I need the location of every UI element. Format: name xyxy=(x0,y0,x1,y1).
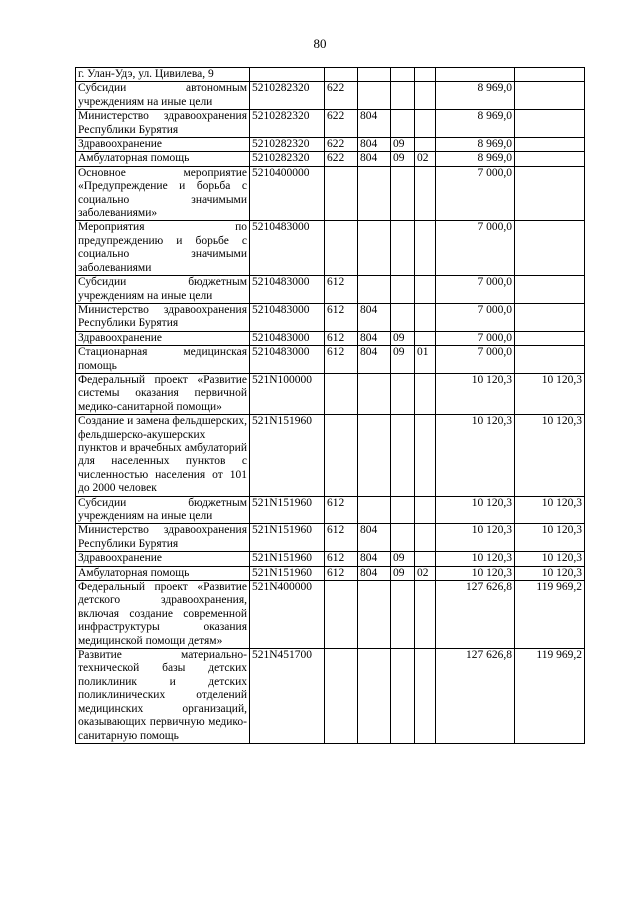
amount-year2-cell xyxy=(515,303,585,331)
row-name-cell: Амбулаторная помощь xyxy=(76,566,250,580)
target-code-cell: 5210483000 xyxy=(250,346,325,374)
section-code-cell: 09 xyxy=(391,552,415,566)
target-code-cell: 521N151960 xyxy=(250,552,325,566)
row-name-cell: Здравоохранение xyxy=(76,552,250,566)
amount-year2-cell xyxy=(515,276,585,304)
table-row xyxy=(76,373,585,414)
expense-type-cell: 612 xyxy=(325,552,358,566)
row-name-cell: Субсидии бюджетным учреждениям на иные цели xyxy=(76,496,250,524)
amount-year1-cell: 10 120,3 xyxy=(436,552,515,566)
department-code-cell: 804 xyxy=(358,303,391,331)
amount-year1-cell: 7 000,0 xyxy=(436,276,515,304)
section-code-cell xyxy=(391,524,415,552)
department-code-cell: 804 xyxy=(358,566,391,580)
department-code-cell xyxy=(358,373,391,414)
target-code-cell: 5210282320 xyxy=(250,138,325,152)
subsection-code-cell xyxy=(415,303,436,331)
amount-year1-cell: 7 000,0 xyxy=(436,346,515,374)
expense-type-cell: 612 xyxy=(325,566,358,580)
amount-year2-cell xyxy=(515,68,585,82)
table-row xyxy=(76,524,585,552)
row-name-cell: Субсидии бюджетным учреждениям на иные цели xyxy=(76,276,250,304)
amount-year2-cell: 119 969,2 xyxy=(515,649,585,744)
target-code-cell: 521N451700 xyxy=(250,649,325,744)
row-name-cell: Основное мероприятие «Предупреждение и борьба с социально значимыми заболеваниями» xyxy=(76,166,250,221)
amount-year2-cell: 10 120,3 xyxy=(515,373,585,414)
table-row xyxy=(76,331,585,345)
section-code-cell: 09 xyxy=(391,331,415,345)
table-row xyxy=(76,496,585,524)
table-row xyxy=(76,138,585,152)
amount-year2-cell xyxy=(515,152,585,166)
department-code-cell: 804 xyxy=(358,110,391,138)
section-code-cell xyxy=(391,303,415,331)
department-code-cell xyxy=(358,68,391,82)
expense-type-cell: 622 xyxy=(325,110,358,138)
amount-year1-cell xyxy=(436,68,515,82)
target-code-cell: 5210282320 xyxy=(250,82,325,110)
table-row xyxy=(76,566,585,580)
amount-year1-cell: 10 120,3 xyxy=(436,566,515,580)
amount-year1-cell: 7 000,0 xyxy=(436,221,515,276)
expense-type-cell xyxy=(325,415,358,496)
section-code-cell: 09 xyxy=(391,152,415,166)
amount-year2-cell xyxy=(515,82,585,110)
amount-year2-cell xyxy=(515,110,585,138)
department-code-cell xyxy=(358,166,391,221)
department-code-cell xyxy=(358,496,391,524)
subsection-code-cell xyxy=(415,496,436,524)
row-name-cell: Министерство здравоохранения Республики Бурятия xyxy=(76,110,250,138)
section-code-cell xyxy=(391,221,415,276)
section-code-cell xyxy=(391,68,415,82)
table-row xyxy=(76,110,585,138)
amount-year2-cell: 10 120,3 xyxy=(515,552,585,566)
subsection-code-cell xyxy=(415,415,436,496)
row-name-cell: Мероприятия по предупреждению и борьбе с социально значимыми заболеваниями xyxy=(76,221,250,276)
amount-year1-cell: 10 120,3 xyxy=(436,524,515,552)
department-code-cell xyxy=(358,82,391,110)
department-code-cell xyxy=(358,581,391,649)
amount-year2-cell: 10 120,3 xyxy=(515,415,585,496)
table-row xyxy=(76,221,585,276)
department-code-cell: 804 xyxy=(358,524,391,552)
expense-type-cell: 612 xyxy=(325,276,358,304)
target-code-cell: 521N400000 xyxy=(250,581,325,649)
subsection-code-cell: 01 xyxy=(415,346,436,374)
department-code-cell: 804 xyxy=(358,346,391,374)
table-row xyxy=(76,82,585,110)
row-name-cell: Развитие материально-технической базы детских поликлиник и детских поликлинических отделений медицинских организаций, оказывающих первичную медико-санитарную помощь xyxy=(76,649,250,744)
table-row xyxy=(76,276,585,304)
amount-year1-cell: 10 120,3 xyxy=(436,415,515,496)
expense-type-cell xyxy=(325,221,358,276)
amount-year1-cell: 8 969,0 xyxy=(436,152,515,166)
department-code-cell: 804 xyxy=(358,552,391,566)
expense-type-cell xyxy=(325,581,358,649)
department-code-cell: 804 xyxy=(358,138,391,152)
row-name-cell: Субсидии автономным учреждениям на иные цели xyxy=(76,82,250,110)
target-code-cell: 5210483000 xyxy=(250,303,325,331)
amount-year1-cell: 8 969,0 xyxy=(436,110,515,138)
section-code-cell xyxy=(391,415,415,496)
expense-type-cell: 622 xyxy=(325,138,358,152)
subsection-code-cell xyxy=(415,221,436,276)
department-code-cell: 804 xyxy=(358,152,391,166)
section-code-cell xyxy=(391,110,415,138)
subsection-code-cell xyxy=(415,276,436,304)
table-row xyxy=(76,346,585,374)
expense-type-cell xyxy=(325,68,358,82)
department-code-cell: 804 xyxy=(358,331,391,345)
department-code-cell xyxy=(358,415,391,496)
section-code-cell: 09 xyxy=(391,566,415,580)
row-name-cell: Амбулаторная помощь xyxy=(76,152,250,166)
amount-year1-cell: 127 626,8 xyxy=(436,649,515,744)
amount-year1-cell: 8 969,0 xyxy=(436,138,515,152)
table-row xyxy=(76,303,585,331)
table-row xyxy=(76,581,585,649)
row-name-cell: Стационарная медицинская помощь xyxy=(76,346,250,374)
subsection-code-cell xyxy=(415,581,436,649)
row-name-cell: Здравоохранение xyxy=(76,331,250,345)
target-code-cell: 521N151960 xyxy=(250,524,325,552)
section-code-cell: 09 xyxy=(391,346,415,374)
page-number: 80 xyxy=(313,36,327,51)
amount-year1-cell: 7 000,0 xyxy=(436,166,515,221)
section-code-cell xyxy=(391,581,415,649)
target-code-cell: 521N100000 xyxy=(250,373,325,414)
amount-year2-cell: 10 120,3 xyxy=(515,496,585,524)
amount-year2-cell xyxy=(515,138,585,152)
section-code-cell xyxy=(391,496,415,524)
subsection-code-cell xyxy=(415,649,436,744)
amount-year2-cell xyxy=(515,331,585,345)
budget-table xyxy=(75,67,585,744)
subsection-code-cell: 02 xyxy=(415,152,436,166)
section-code-cell: 09 xyxy=(391,138,415,152)
section-code-cell xyxy=(391,82,415,110)
target-code-cell xyxy=(250,68,325,82)
row-name-cell: Федеральный проект «Развитие детского здравоохранения, включая создание современной инфраструктуры оказания медицинской помощи детям» xyxy=(76,581,250,649)
target-code-cell: 521N151960 xyxy=(250,496,325,524)
table-row xyxy=(76,415,585,496)
amount-year1-cell: 127 626,8 xyxy=(436,581,515,649)
target-code-cell: 5210483000 xyxy=(250,276,325,304)
subsection-code-cell: 02 xyxy=(415,566,436,580)
amount-year1-cell: 10 120,3 xyxy=(436,496,515,524)
row-name-cell: Министерство здравоохранения Республики Бурятия xyxy=(76,303,250,331)
target-code-cell: 5210483000 xyxy=(250,221,325,276)
subsection-code-cell xyxy=(415,82,436,110)
row-name-cell: Федеральный проект «Развитие системы оказания первичной медико-санитарной помощи» xyxy=(76,373,250,414)
amount-year1-cell: 7 000,0 xyxy=(436,331,515,345)
section-code-cell xyxy=(391,373,415,414)
subsection-code-cell xyxy=(415,138,436,152)
amount-year1-cell: 7 000,0 xyxy=(436,303,515,331)
target-code-cell: 5210282320 xyxy=(250,110,325,138)
amount-year1-cell: 10 120,3 xyxy=(436,373,515,414)
department-code-cell xyxy=(358,221,391,276)
amount-year2-cell: 10 120,3 xyxy=(515,566,585,580)
expense-type-cell: 612 xyxy=(325,303,358,331)
row-name-cell: Создание и замена фельдшерских, фельдшерско-акушерских пунктов и врачебных амбулаторий для населенных пунктов с численностью населения от 101 до 2000 человек xyxy=(76,415,250,496)
amount-year1-cell: 8 969,0 xyxy=(436,82,515,110)
expense-type-cell: 612 xyxy=(325,346,358,374)
target-code-cell: 5210282320 xyxy=(250,152,325,166)
target-code-cell: 5210483000 xyxy=(250,331,325,345)
budget-table-body xyxy=(76,68,585,744)
subsection-code-cell xyxy=(415,373,436,414)
expense-type-cell xyxy=(325,649,358,744)
department-code-cell xyxy=(358,649,391,744)
expense-type-cell xyxy=(325,166,358,221)
target-code-cell: 521N151960 xyxy=(250,415,325,496)
amount-year2-cell: 119 969,2 xyxy=(515,581,585,649)
expense-type-cell: 612 xyxy=(325,524,358,552)
target-code-cell: 5210400000 xyxy=(250,166,325,221)
amount-year2-cell: 10 120,3 xyxy=(515,524,585,552)
amount-year2-cell xyxy=(515,166,585,221)
amount-year2-cell xyxy=(515,221,585,276)
target-code-cell: 521N151960 xyxy=(250,566,325,580)
table-row xyxy=(76,166,585,221)
subsection-code-cell xyxy=(415,552,436,566)
row-name-cell: Здравоохранение xyxy=(76,138,250,152)
row-name-cell: г. Улан-Удэ, ул. Цивилева, 9 xyxy=(76,68,250,82)
expense-type-cell: 622 xyxy=(325,82,358,110)
section-code-cell xyxy=(391,649,415,744)
expense-type-cell: 612 xyxy=(325,331,358,345)
amount-year2-cell xyxy=(515,346,585,374)
table-row xyxy=(76,68,585,82)
subsection-code-cell xyxy=(415,166,436,221)
department-code-cell xyxy=(358,276,391,304)
table-row xyxy=(76,152,585,166)
subsection-code-cell xyxy=(415,524,436,552)
table-row xyxy=(76,552,585,566)
expense-type-cell: 612 xyxy=(325,496,358,524)
expense-type-cell: 622 xyxy=(325,152,358,166)
subsection-code-cell xyxy=(415,110,436,138)
table-row xyxy=(76,649,585,744)
expense-type-cell xyxy=(325,373,358,414)
section-code-cell xyxy=(391,166,415,221)
subsection-code-cell xyxy=(415,331,436,345)
section-code-cell xyxy=(391,276,415,304)
subsection-code-cell xyxy=(415,68,436,82)
row-name-cell: Министерство здравоохранения Республики Бурятия xyxy=(76,524,250,552)
